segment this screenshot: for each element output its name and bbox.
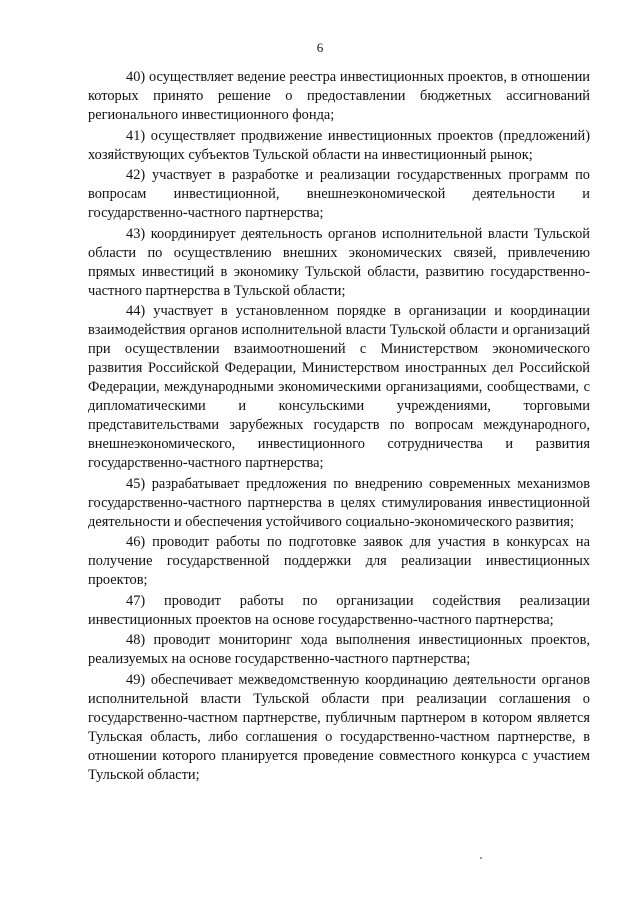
paragraph-42: 42) участвует в разработке и реализации государственных программ по вопросам инвестиционной, внешнеэкономической деятельности и государственно-частного партнерства; — [88, 167, 590, 221]
document-body — [88, 68, 590, 786]
paragraph-43: 43) координирует деятельность органов исполнительной власти Тульской области по осуществлению внешних экономических связей, привлечению прямых инвестиций в экономику Тульской области, развитию государственно-частного партнерства в Тульской области; — [88, 225, 590, 299]
paragraph-41: 41) осуществляет продвижение инвестиционных проектов (предложений) хозяйствующих субъектов Тульской области на инвестиционный рынок; — [88, 127, 590, 163]
paragraph-45: 45) разрабатывает предложения по внедрению современных механизмов государственно-частного партнерства в целях стимулирования инвестиционной деятельности и обеспечения устойчивого социально-экономического развития; — [88, 475, 590, 530]
scan-speck — [480, 857, 482, 859]
paragraph-48: 48) проводит мониторинг хода выполнения инвестиционных проектов, реализуемых на основе государственно-частного партнерства; — [88, 632, 590, 667]
paragraph-46: 46) проводит работы по подготовке заявок для участия в конкурсах на получение государственной поддержки для реализации инвестиционных проектов; — [88, 534, 590, 588]
page-number: 6 — [316, 40, 324, 55]
paragraph-47: 47) проводит работы по организации содействия реализации инвестиционных проектов на основе государственно-частного партнерства; — [88, 592, 590, 628]
paragraph-44: 44) участвует в установленном порядке в организации и координации взаимодействия органов исполнительной власти Тульской области и организаций при осуществлении взаимоотношений с Министерством экономического развития Российской Федерации, Министерством иностранных дел Российской Федерации, международными экономическими организациями, сообществами, с дипломатическими и консульскими учреждениями, торговыми представительствами зарубежных государств по вопросам международного, внешнеэкономического, инвестиционного сотрудничества и развития государственно-частного партнерства; — [88, 303, 590, 471]
paragraph-49: 49) обеспечивает межведомственную координацию деятельности органов исполнительной власти Тульской области при реализации соглашения о государственно-частном партнерстве, публичным партнером в котором является Тульская область, либо соглашения о государственно-частном партнерстве, в отношении которого планируется проведение совместного конкурса с участием Тульской области; — [88, 671, 590, 783]
paragraph-40: 40) осуществляет ведение реестра инвестиционных проектов, в отношении которых принято решение о предоставлении бюджетных ассигнований регионального инвестиционного фонда; — [88, 69, 590, 123]
